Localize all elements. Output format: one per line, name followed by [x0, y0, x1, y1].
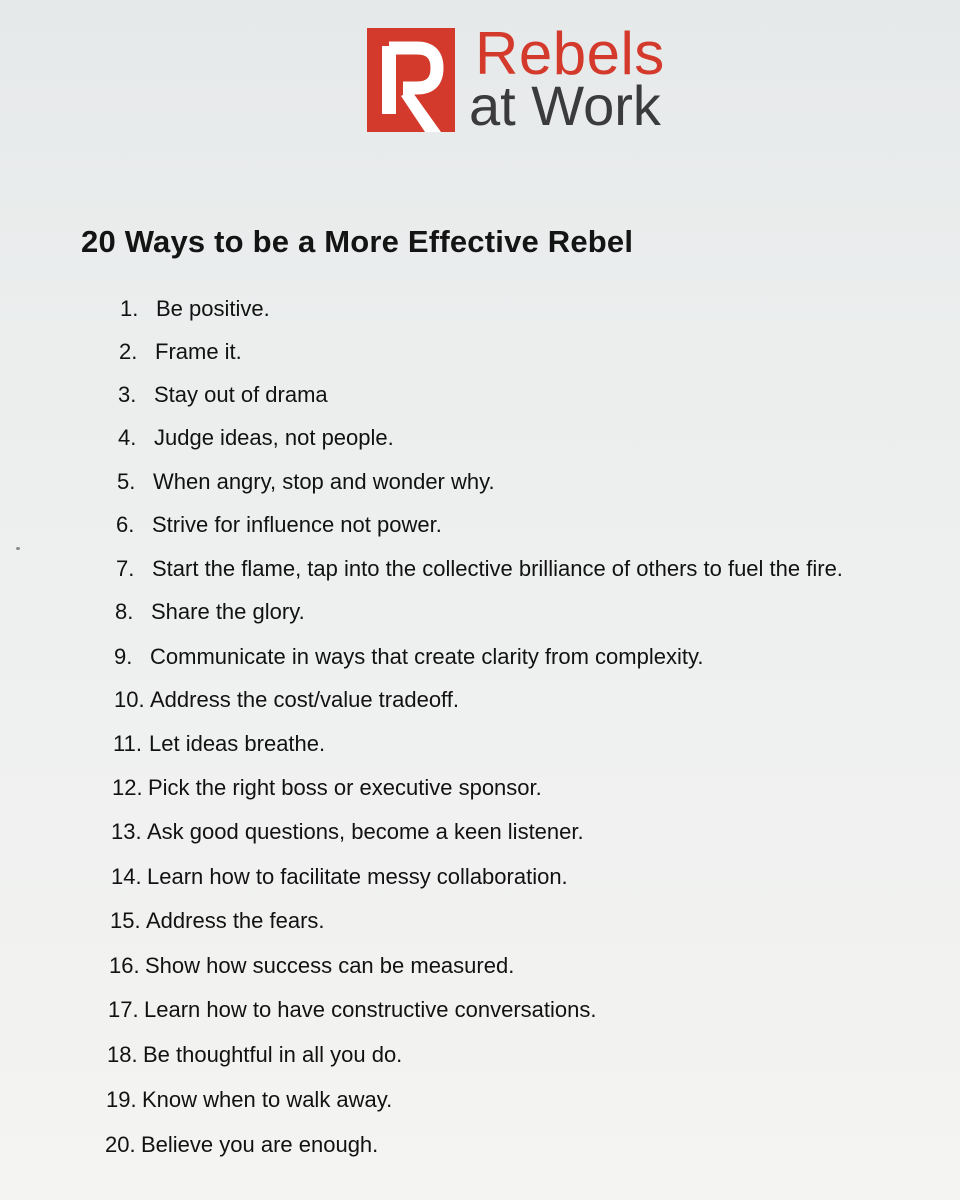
list-item	[111, 860, 568, 894]
list-item-text: Pick the right boss or executive sponsor.	[148, 775, 542, 800]
list-item-number: 19.	[106, 1087, 137, 1112]
logo-at-work-text: at Work	[469, 74, 661, 137]
list-item-number: 4.	[118, 425, 137, 450]
list-item-text: Communicate in ways that create clarity from complexity.	[150, 644, 704, 669]
list-item	[113, 727, 325, 761]
list-item	[115, 595, 305, 629]
list-item	[118, 421, 394, 455]
list-item-text: Know when to walk away.	[142, 1087, 393, 1112]
list-item-text: Share the glory.	[151, 599, 305, 624]
list-item	[107, 1038, 402, 1072]
list-item	[116, 552, 843, 586]
list-item	[105, 1128, 378, 1162]
list-item-number: 15.	[110, 908, 141, 933]
list-item-number: 16.	[109, 953, 140, 978]
list-item	[114, 683, 459, 717]
list-item-text: Show how success can be measured.	[145, 953, 515, 978]
list-item-text: Start the flame, tap into the collective brilliance of others to fuel the fire.	[152, 556, 843, 581]
list-item	[109, 949, 514, 983]
list-item	[119, 335, 242, 369]
list-item-text: Be positive.	[156, 296, 270, 321]
list-item-number: 17.	[108, 997, 139, 1022]
list-item-number: 20.	[105, 1132, 136, 1157]
list-item	[120, 292, 270, 326]
list-item-number: 6.	[116, 512, 135, 537]
list-item-number: 1.	[120, 296, 139, 321]
list-item-number: 14.	[111, 864, 142, 889]
list-item-text: Strive for influence not power.	[152, 512, 442, 537]
list-item-number: 11.	[113, 731, 142, 756]
list-item	[114, 640, 703, 674]
page-title: 20 Ways to be a More Effective Rebel	[81, 224, 634, 259]
list-item	[117, 465, 495, 499]
list-item-number: 8.	[115, 599, 134, 624]
list-item-number: 3.	[118, 382, 137, 407]
list-item-number: 18.	[107, 1042, 138, 1067]
list-item-number: 12.	[112, 775, 143, 800]
list-item-text: When angry, stop and wonder why.	[153, 469, 495, 494]
list-item-text: Stay out of drama	[154, 382, 328, 407]
list-item-text: Let ideas breathe.	[149, 731, 326, 756]
list-item	[118, 378, 328, 412]
list-item	[111, 815, 584, 849]
list-item-number: 5.	[117, 469, 136, 494]
list-item	[108, 993, 596, 1027]
list-item-text: Be thoughtful in all you do.	[143, 1042, 403, 1067]
list-item-text: Believe you are enough.	[141, 1132, 379, 1157]
list-item-number: 2.	[119, 339, 138, 364]
list-item-number: 7.	[116, 556, 135, 581]
list-item	[110, 904, 325, 938]
list-item-text: Judge ideas, not people.	[154, 425, 394, 450]
logo-rebels-text: Rebels	[475, 20, 665, 87]
list-item-text: Ask good questions, become a keen listener.	[147, 819, 584, 844]
list-item-text: Learn how to have constructive conversations.	[144, 997, 597, 1022]
list-item-text: Learn how to facilitate messy collaboration.	[147, 864, 568, 889]
list-item	[106, 1083, 392, 1117]
list-item	[112, 771, 542, 805]
list-item-number: 10.	[114, 687, 145, 712]
list-item-text: Address the fears.	[146, 908, 325, 933]
list-item-text: Address the cost/value tradeoff.	[150, 687, 459, 712]
list-item-number: 9.	[114, 644, 133, 669]
list-item-text: Frame it.	[155, 339, 242, 364]
list-item-number: 13.	[111, 819, 142, 844]
list-item	[116, 508, 442, 542]
